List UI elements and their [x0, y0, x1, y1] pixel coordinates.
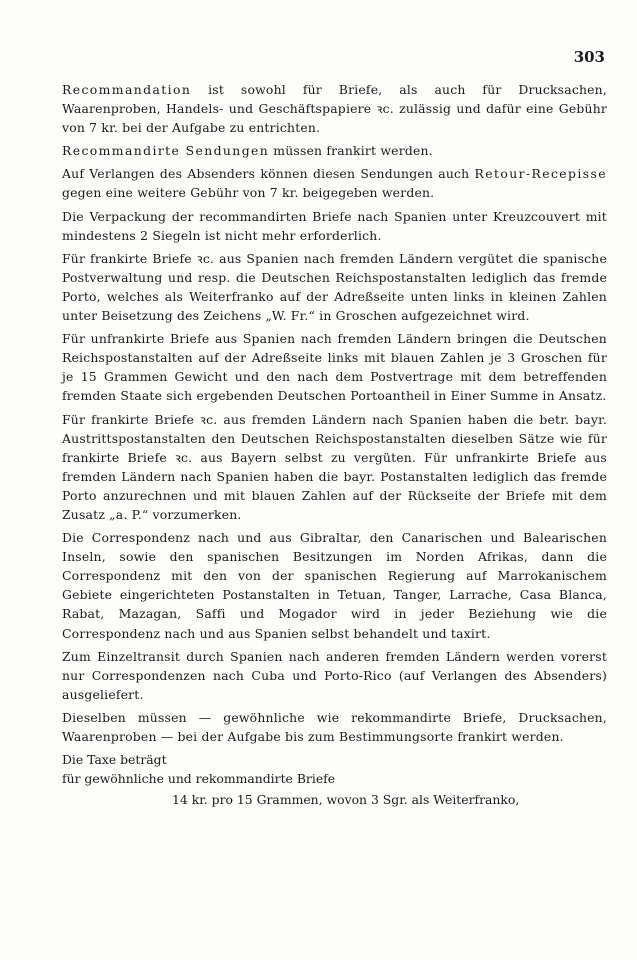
paragraph-unfrankirte-aus-spanien: Für unfrankirte Briefe aus Spanien nach fremden Ländern bringen die Deutschen Reichspostanstalten auf der Adreßseite links mit blauen Zahlen je 3 Groschen für je 15 Grammen Gewicht und den nach dem Postvertrage mit dem betreffenden fremden Staate sich ergebenden Deutschen Portoantheil in Einer Summe in Ansatz.	[62, 331, 607, 404]
tariff-section	[62, 750, 607, 809]
paragraph-frankirung: Dieselben müssen — gewöhnliche wie rekommandirte Briefe, Drucksachen, Waarenproben — bei der Aufgabe bis zum Bestimmungsorte frankirt werden.	[62, 709, 607, 744]
paragraph-recommandation	[62, 80, 607, 137]
emphasized-term: Recommandation	[62, 82, 192, 97]
paragraph-verpackung: Die Verpackung der recommandirten Briefe nach Spanien unter Kreuzcouvert mit mindestens 2 Siegeln ist nicht mehr erforderlich.	[62, 208, 607, 243]
paragraph-retour-recepisse	[62, 164, 607, 202]
paragraph-frankirte-aus-spanien: Für frankirte Briefe ꝛc. aus Spanien nach fremden Ländern vergütet die spanische Postverwaltung und resp. die Deutschen Reichspostanstalten lediglich das fremde Porto, welches als Weiterfranko auf der Adreßseite unten links in kleinen Zahlen unter Beisetzung des Zeichens „W. Fr.“ in Groschen aufgezeichnet wird.	[62, 250, 607, 324]
paragraph-text: gegen eine weitere Gebühr von 7 kr. beigegeben werden.	[62, 185, 435, 201]
page-number: 303	[573, 48, 605, 66]
emphasized-term: Retour-Recepisse	[474, 166, 607, 182]
tariff-rate: 14 kr. pro 15 Grammen, wovon 3 Sgr. als Weiterfranko,	[172, 792, 520, 808]
tariff-category: für gewöhnliche und rekommandirte Briefe	[62, 771, 336, 787]
paragraph-correspondenz-gibraltar: Die Correspondenz nach und aus Gibraltar, den Canarischen und Balearischen Inseln, sowie den spanischen Besitzungen im Norden Afrikas, dann die Correspondenz mit den von der spanischen Regierung auf Marrokanischem Gebiete eingerichteten Postanstalten in Tetuan, Tanger, Larrache, Casa Blanca, Rabat, Mazagan, Saffi und Mogador wird in jeder Beziehung wie die Correspondenz nach und aus Spanien selbst behandelt und taxirt.	[62, 530, 607, 641]
paragraph-frankirte-nach-spanien: Für frankirte Briefe ꝛc. aus fremden Ländern nach Spanien haben die betr. bayr. Austrittspostanstalten den Deutschen Reichspostanstalten dieselben Sätze wie für frankirte Briefe ꝛc. aus Bayern selbst zu vergüten. Für unfrankirte Briefe aus fremden Ländern nach Spanien haben die bayr. Postanstalten lediglich das fremde Porto anzurechnen und mit blauen Zahlen auf der Rückseite der Briefe mit dem Zusatz „a. P.“ vorzumerken.	[62, 411, 607, 522]
paragraph-text: Auf Verlangen des Absenders können diesen Sendungen auch	[62, 166, 475, 182]
paragraph-text: ist sowohl für Briefe, als auch für Drucksachen, Waarenproben, Handels- und Geschäftspapiere ꝛc. zulässig und dafür eine Gebühr von 7 kr. bei der Aufgabe zu entrichten.	[62, 82, 607, 136]
emphasized-term: Recommandirte Sendungen	[62, 143, 270, 159]
tariff-intro: Die Taxe beträgt	[62, 752, 167, 768]
paragraph-recommandirte-sendungen	[62, 141, 607, 160]
document-body	[62, 80, 607, 809]
paragraph-text: müssen frankirt werden.	[269, 143, 433, 159]
paragraph-einzeltransit: Zum Einzeltransit durch Spanien nach anderen fremden Ländern werden vorerst nur Correspondenzen nach Cuba und Porto-Rico (auf Verlangen des Absenders) ausgeliefert.	[62, 648, 607, 702]
